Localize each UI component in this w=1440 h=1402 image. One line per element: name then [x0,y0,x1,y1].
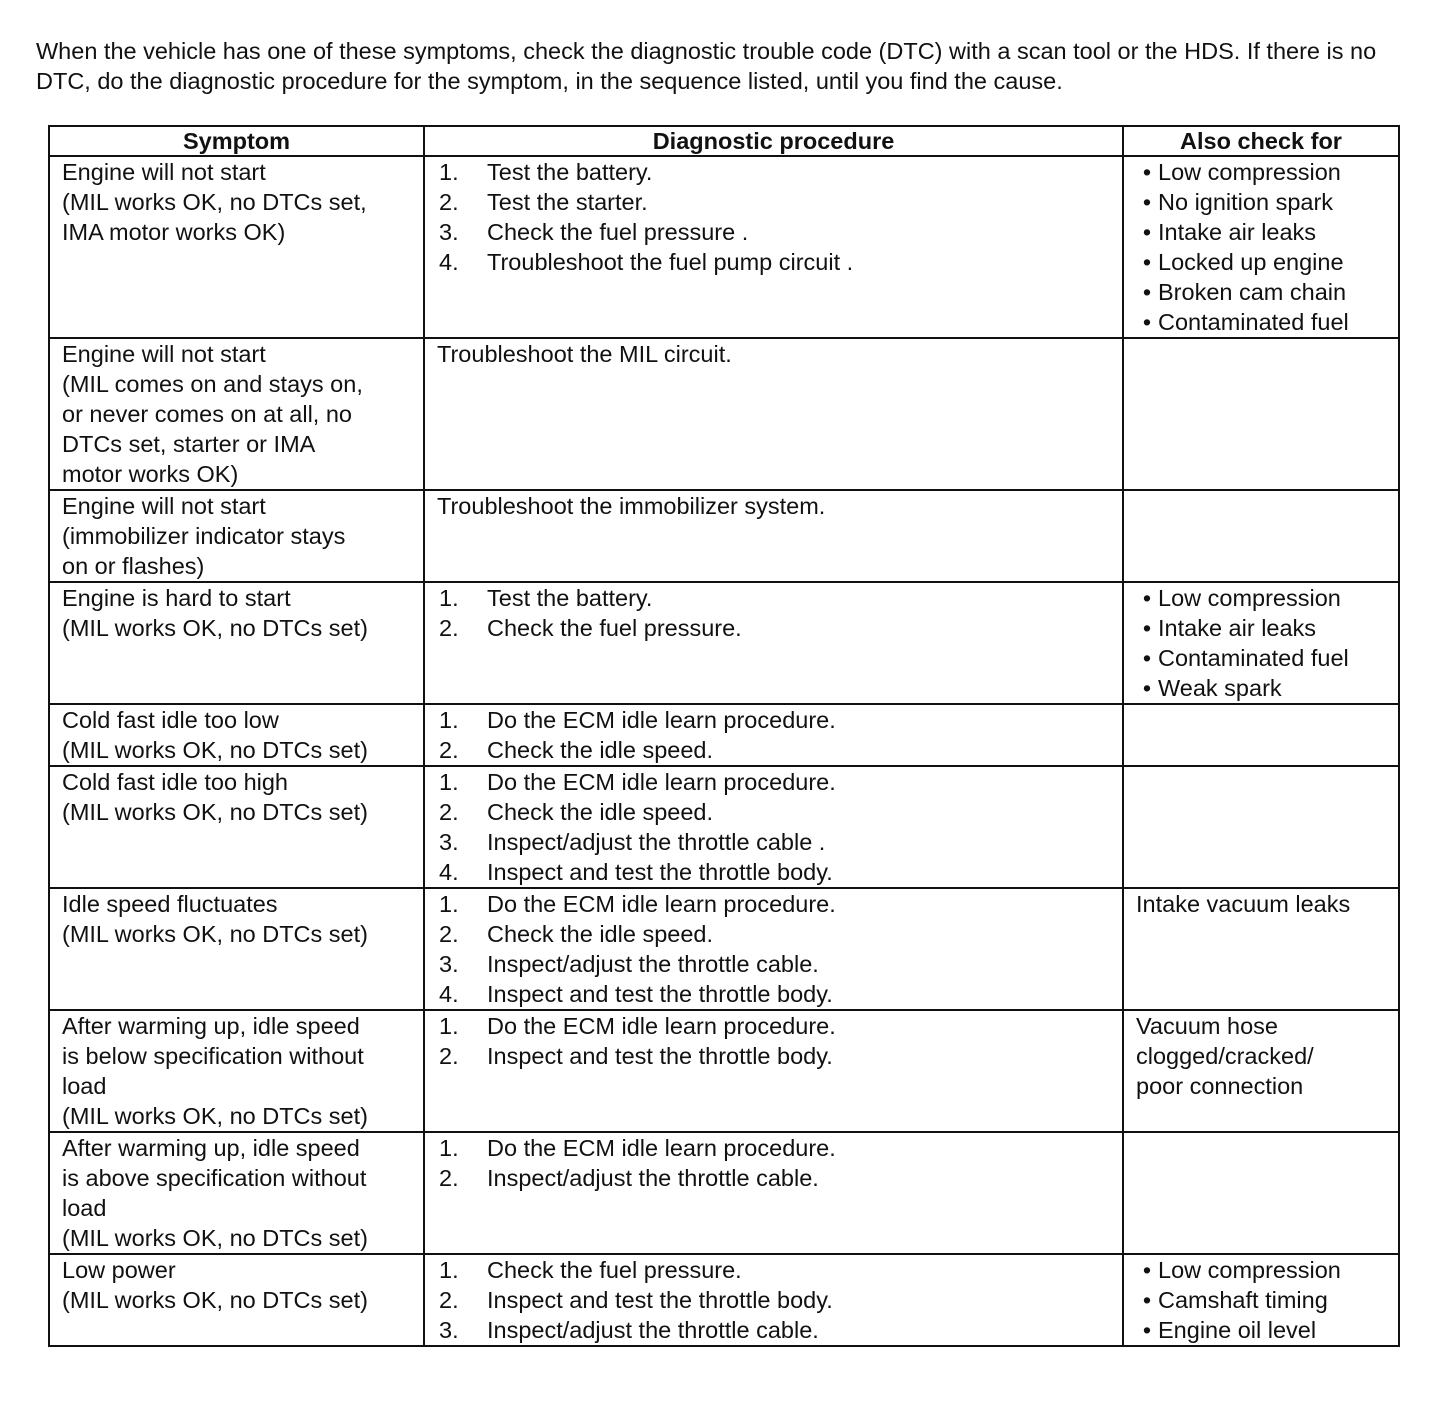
symptom-line: (MIL works OK, no DTCs set, [62,189,367,215]
symptom-line: (MIL works OK, no DTCs set) [62,921,368,947]
check-item: • Contaminated fuel [1136,643,1386,673]
symptom-line: load [62,1195,107,1221]
bullet-icon: • [1142,279,1152,305]
also-check-cell [1123,156,1399,338]
also-check-cell [1123,704,1399,766]
step-text: Check the idle speed. [487,921,714,947]
diagnostic-table [48,125,1400,1347]
table-header-row [49,126,1399,156]
procedure-step: 3. Check the fuel pressure . [439,219,749,245]
check-item: • Contaminated fuel [1136,307,1386,337]
check-item: • Broken cam chain [1136,277,1386,307]
symptom-line: Idle speed fluctuates [62,891,278,917]
symptom-line: After warming up, idle speed [62,1135,360,1161]
step-text: Inspect/adjust the throttle cable. [487,951,819,977]
table-row [49,704,1399,766]
procedure-cell [424,582,1123,704]
symptom-cell [49,1010,424,1132]
check-text: Vacuum hose [1136,1013,1278,1039]
check-item: • Camshaft timing [1136,1285,1386,1315]
procedure-step: 1. Check the fuel pressure. [439,1257,742,1283]
procedure-cell [424,1010,1123,1132]
procedure-cell [424,888,1123,1010]
bullet-icon: • [1142,1317,1152,1343]
also-check-cell [1123,1132,1399,1254]
procedure-cell [424,490,1123,582]
symptom-line: (MIL works OK, no DTCs set) [62,615,368,641]
symptom-cell [49,704,424,766]
symptom-cell [49,156,424,338]
step-text: Check the fuel pressure. [487,615,742,641]
symptom-cell [49,888,424,1010]
step-text: Do the ECM idle learn procedure. [487,1135,836,1161]
step-text: Do the ECM idle learn procedure. [487,1013,836,1039]
procedure-step: 3. Inspect/adjust the throttle cable. [439,1317,819,1343]
procedure-step: 1. Do the ECM idle learn procedure. [439,769,836,795]
step-text: Inspect and test the throttle body. [487,859,833,885]
step-text: Inspect/adjust the throttle cable. [487,1317,819,1343]
symptom-line: on or flashes) [62,553,205,579]
check-item: • Intake air leaks [1136,613,1386,643]
symptom-line: load [62,1073,107,1099]
table-row [49,156,1399,338]
symptom-cell [49,1254,424,1346]
step-text: Troubleshoot the fuel pump circuit . [487,249,854,275]
symptom-line: is above specification without [62,1165,367,1191]
table-row [49,1010,1399,1132]
bullet-icon: • [1142,219,1152,245]
step-text: Inspect/adjust the throttle cable . [487,829,826,855]
procedure-step: 2. Inspect and test the throttle body. [439,1287,833,1313]
bullet-icon: • [1142,159,1152,185]
intro-paragraph: When the vehicle has one of these symptoms, check the diagnostic trouble code (DTC) with a scan tool or the HDS. If there is no DTC, do the diagnostic procedure for the symptom, in the sequence listed, until you find the cause. [36,38,1377,94]
procedure-step: 1. Do the ECM idle learn procedure. [439,1013,836,1039]
check-item: • Low compression [1136,583,1386,613]
header-also-check-for: Also check for [1123,126,1399,156]
procedure-step: 3. Inspect/adjust the throttle cable. [439,951,819,977]
procedure-cell [424,704,1123,766]
symptom-cell [49,766,424,888]
procedure-step: 4. Inspect and test the throttle body. [439,981,833,1007]
step-text: Inspect/adjust the throttle cable. [487,1165,819,1191]
table-row [49,582,1399,704]
step-text: Do the ECM idle learn procedure. [487,769,836,795]
step-text: Check the fuel pressure. [487,1257,742,1283]
bullet-icon: • [1142,585,1152,611]
step-text: Do the ECM idle learn procedure. [487,891,836,917]
step-text: Test the battery. [487,585,653,611]
check-item: • Locked up engine [1136,247,1386,277]
procedure-cell [424,1254,1123,1346]
also-check-cell [1123,1010,1399,1132]
step-text: Check the idle speed. [487,799,714,825]
table-row [49,1254,1399,1346]
procedure-step: 4. Inspect and test the throttle body. [439,859,833,885]
step-text: Inspect and test the throttle body. [487,1043,833,1069]
symptom-cell [49,1132,424,1254]
procedure-step: 2. Test the starter. [439,189,648,215]
procedure-step: 2. Check the idle speed. [439,737,714,763]
symptom-line: Low power [62,1257,176,1283]
procedure-cell [424,1132,1123,1254]
bullet-icon: • [1142,1287,1152,1313]
check-item: • Engine oil level [1136,1315,1386,1345]
symptom-line: is below specification without [62,1043,364,1069]
check-text: Intake vacuum leaks [1136,891,1351,917]
procedure-cell [424,338,1123,490]
symptom-line: Engine will not start [62,493,266,519]
check-text: poor connection [1136,1073,1304,1099]
step-text: Test the battery. [487,159,653,185]
also-check-cell [1123,490,1399,582]
symptom-line: Engine is hard to start [62,585,291,611]
check-item: • No ignition spark [1136,187,1386,217]
symptom-cell [49,490,424,582]
table-row [49,888,1399,1010]
procedure-step: 1. Do the ECM idle learn procedure. [439,891,836,917]
procedure-step: 3. Inspect/adjust the throttle cable . [439,829,826,855]
procedure-step: 2. Inspect and test the throttle body. [439,1043,833,1069]
procedure-step: 2. Check the fuel pressure. [439,615,742,641]
symptom-line: (MIL works OK, no DTCs set) [62,1225,368,1251]
symptom-line: Engine will not start [62,159,266,185]
bullet-icon: • [1142,615,1152,641]
procedure-cell [424,766,1123,888]
symptom-line: (MIL comes on and stays on, [62,371,363,397]
step-text: Inspect and test the throttle body. [487,1287,833,1313]
symptom-line: or never comes on at all, no [62,401,352,427]
also-check-cell [1123,766,1399,888]
bullet-icon: • [1142,249,1152,275]
symptom-cell [49,338,424,490]
bullet-icon: • [1142,675,1152,701]
symptom-line: (MIL works OK, no DTCs set) [62,1103,368,1129]
bullet-icon: • [1142,309,1152,335]
table-row [49,490,1399,582]
symptom-line: (immobilizer indicator stays [62,523,346,549]
symptom-line: IMA motor works OK) [62,219,286,245]
also-check-cell [1123,582,1399,704]
procedure-step: 2. Check the idle speed. [439,921,714,947]
header-symptom: Symptom [49,126,424,156]
check-item: • Intake air leaks [1136,217,1386,247]
step-text: Do the ECM idle learn procedure. [487,707,836,733]
also-check-cell [1123,338,1399,490]
also-check-cell [1123,1254,1399,1346]
procedure-step: 2. Check the idle speed. [439,799,714,825]
table-row [49,766,1399,888]
symptom-line: Cold fast idle too low [62,707,279,733]
bullet-icon: • [1142,189,1152,215]
step-text: Inspect and test the throttle body. [487,981,833,1007]
bullet-icon: • [1142,1257,1152,1283]
procedure-step: 1. Do the ECM idle learn procedure. [439,1135,836,1161]
step-text: Check the fuel pressure . [487,219,749,245]
table-row [49,1132,1399,1254]
step-text: Check the idle speed. [487,737,714,763]
header-diagnostic-procedure: Diagnostic procedure [424,126,1123,156]
procedure-text: Troubleshoot the MIL circuit. [437,341,732,367]
symptom-line: motor works OK) [62,461,239,487]
procedure-step: 1. Test the battery. [439,159,653,185]
procedure-text: Troubleshoot the immobilizer system. [437,493,826,519]
symptom-line: DTCs set, starter or IMA [62,431,316,457]
also-check-cell [1123,888,1399,1010]
check-item: • Weak spark [1136,673,1386,703]
table-row [49,338,1399,490]
symptom-cell [49,582,424,704]
procedure-step: 1. Do the ECM idle learn procedure. [439,707,836,733]
procedure-cell [424,156,1123,338]
bullet-icon: • [1142,645,1152,671]
procedure-step: 2. Inspect/adjust the throttle cable. [439,1165,819,1191]
procedure-step: 1. Test the battery. [439,585,653,611]
check-item: • Low compression [1136,1255,1386,1285]
symptom-line: (MIL works OK, no DTCs set) [62,737,368,763]
check-text: clogged/cracked/ [1136,1043,1314,1069]
symptom-line: After warming up, idle speed [62,1013,360,1039]
symptom-line: Cold fast idle too high [62,769,289,795]
symptom-line: (MIL works OK, no DTCs set) [62,799,368,825]
symptom-line: (MIL works OK, no DTCs set) [62,1287,368,1313]
check-item: • Low compression [1136,157,1386,187]
procedure-step: 4. Troubleshoot the fuel pump circuit . [439,249,854,275]
step-text: Test the starter. [487,189,648,215]
symptom-line: Engine will not start [62,341,266,367]
